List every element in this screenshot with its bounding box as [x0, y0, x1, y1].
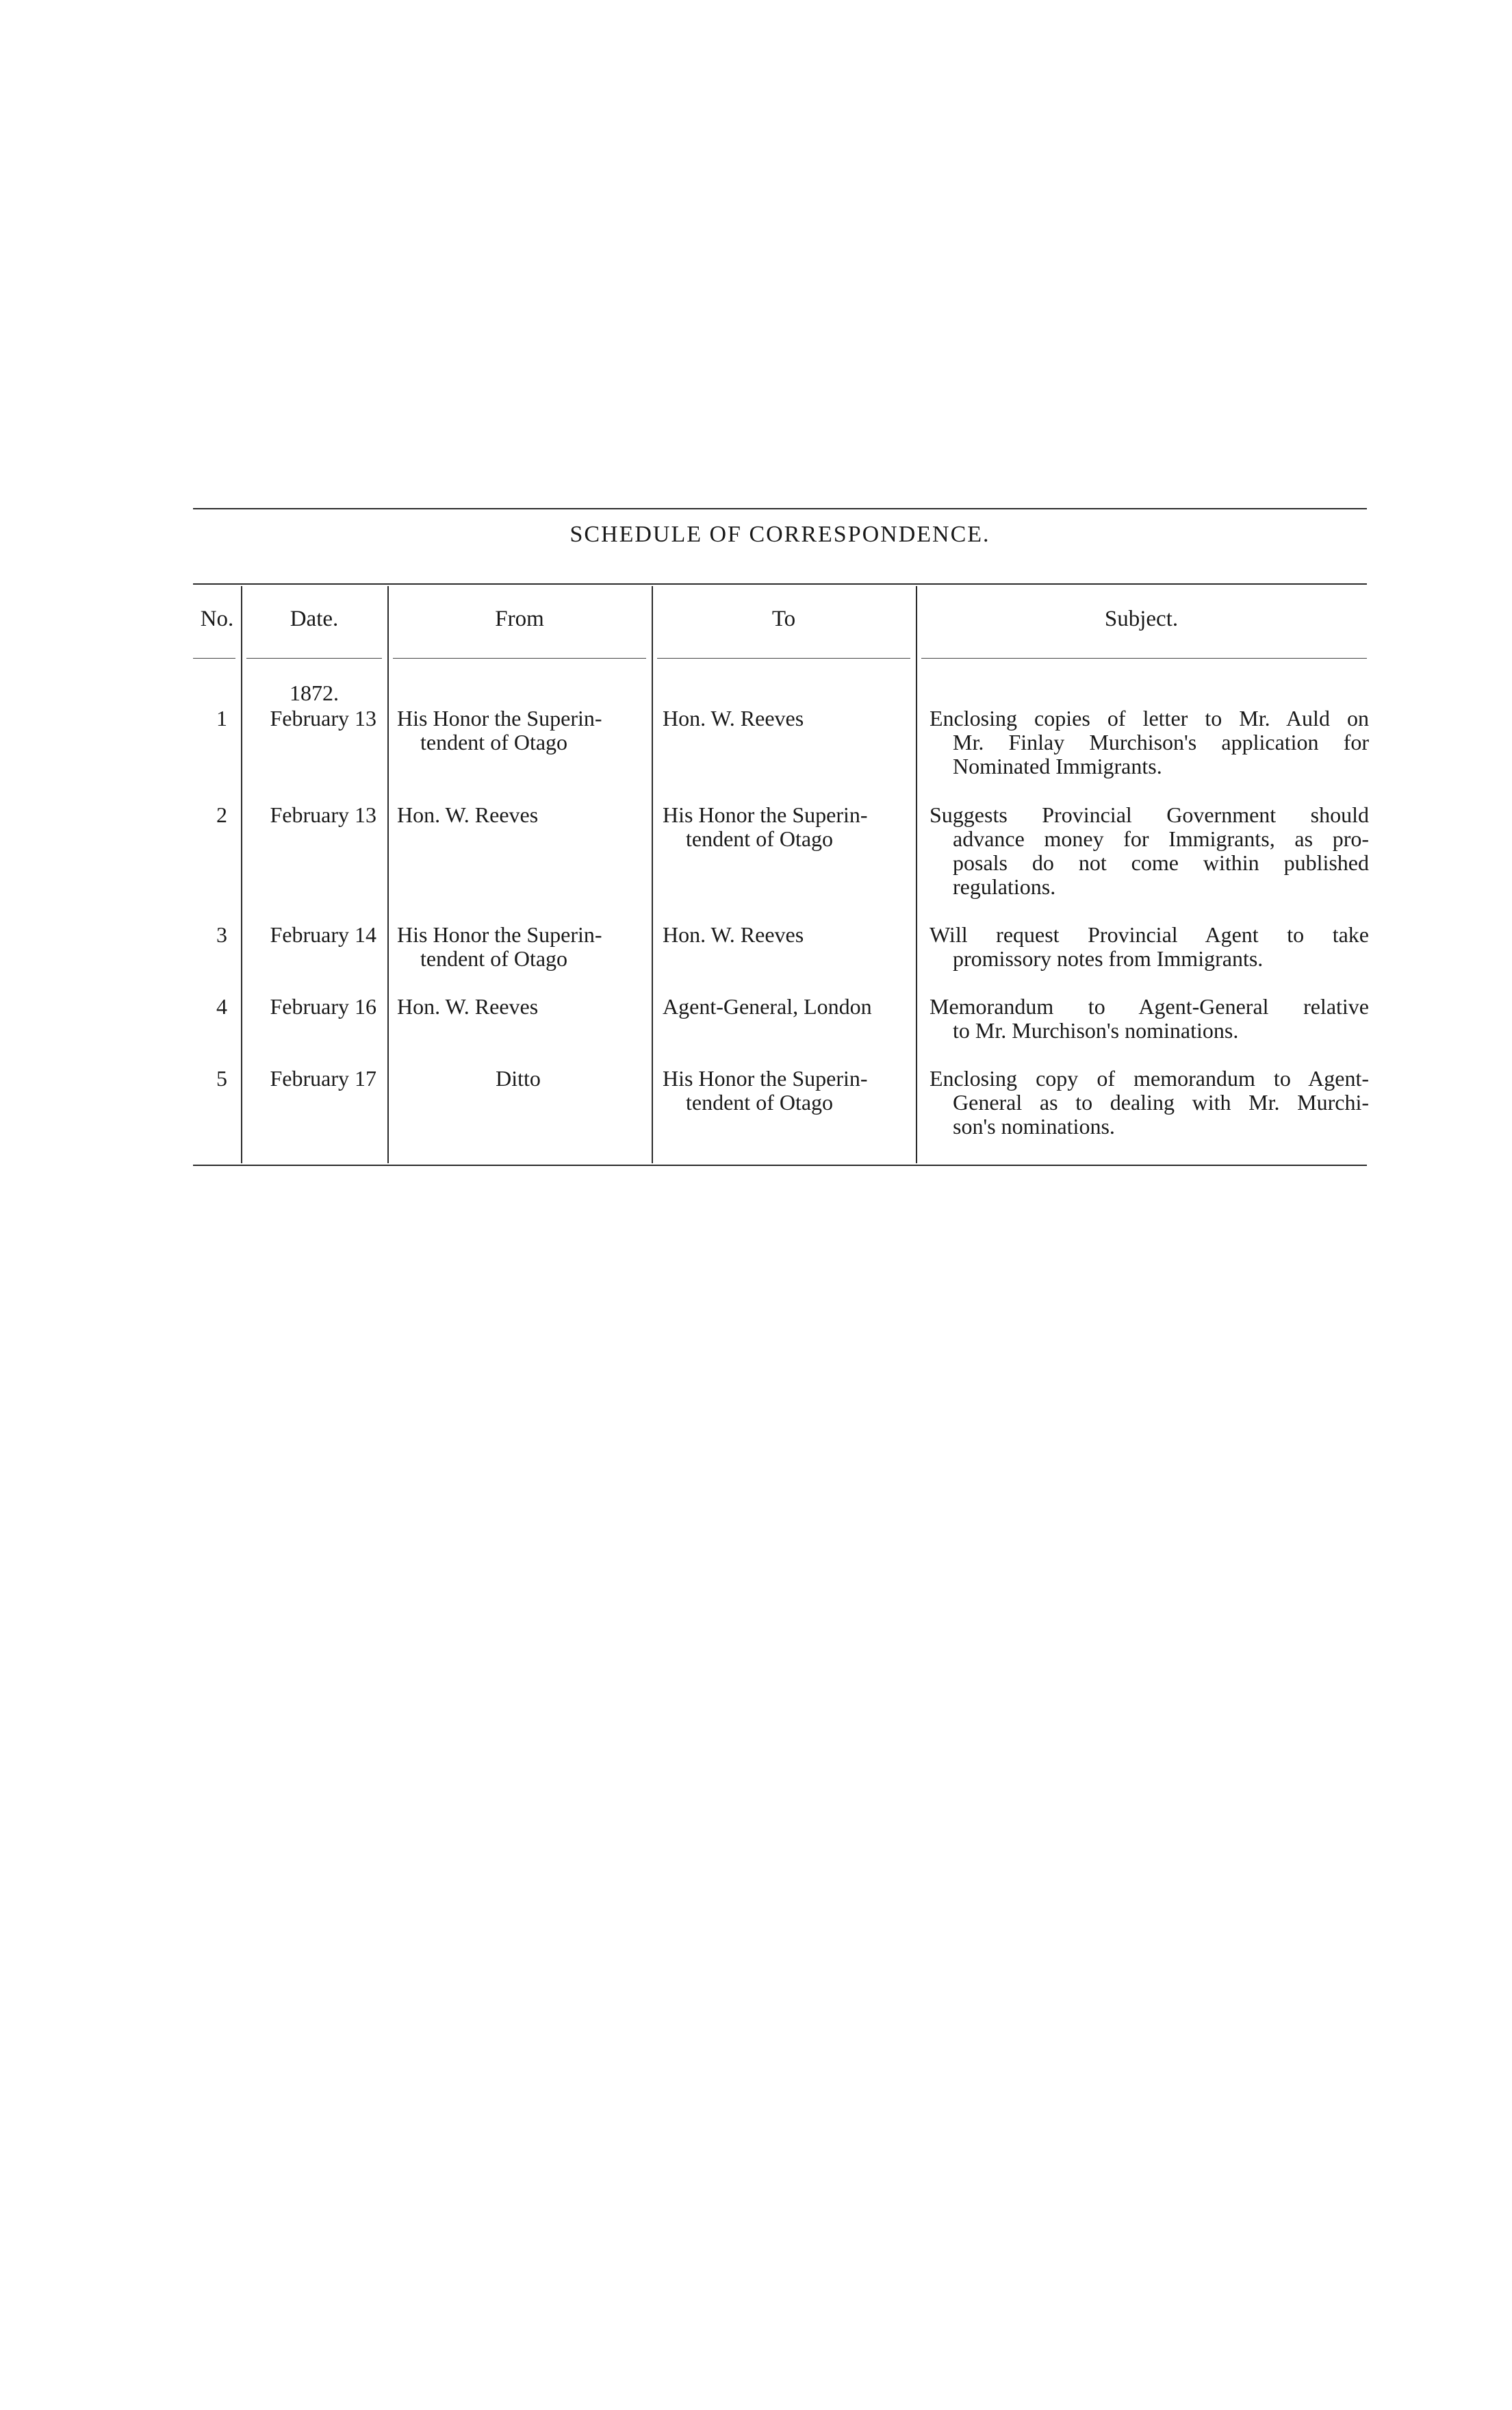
row-1-no: 1 — [216, 706, 227, 731]
header-underline — [393, 658, 646, 659]
bottom-rule — [193, 1165, 1367, 1166]
row-4-no: 4 — [216, 994, 227, 1019]
row-1-date: February 13 — [270, 706, 376, 731]
row-3-subject: Will request Provincial Agent to take promissory notes from Immigrants. — [930, 922, 1369, 971]
row-2-date: February 13 — [270, 802, 376, 827]
row-4-from: Hon. W. Reeves — [397, 994, 539, 1019]
row-5-subject: Enclosing copy of memorandum to Agent- General as to dealing with Mr. Murchi- son's nominations. — [930, 1066, 1369, 1139]
row-4-date: February 16 — [270, 994, 376, 1019]
row-3-to: Hon. W. Reeves — [663, 922, 804, 947]
column-divider — [241, 586, 242, 1163]
row-1-from: His Honor the Superin- tendent of Otago — [397, 706, 602, 754]
header-underline — [246, 658, 382, 659]
header-top-rule — [193, 583, 1367, 585]
column-divider — [916, 586, 917, 1163]
row-1-subject: Enclosing copies of letter to Mr. Auld on Mr. Finlay Murchison's application for Nominated Immigrants. — [930, 706, 1369, 778]
header-underline — [193, 658, 235, 659]
year-label: 1872. — [290, 681, 339, 705]
header-date: Date. — [290, 607, 339, 631]
row-2-subject: Suggests Provincial Government should advance money for Immigrants, as pro- posals do not come within published regulations. — [930, 802, 1369, 899]
row-1-to: Hon. W. Reeves — [663, 706, 804, 731]
row-5-date: February 17 — [270, 1066, 376, 1091]
top-rule — [193, 508, 1367, 509]
row-3-date: February 14 — [270, 922, 376, 947]
row-4-to: Agent-General, London — [663, 994, 872, 1019]
row-2-to: His Honor the Superin- tendent of Otago — [663, 802, 868, 851]
header-to: To — [771, 607, 796, 631]
header-no: No. — [200, 607, 234, 631]
header-from: From — [495, 607, 544, 631]
header-underline — [921, 658, 1367, 659]
row-3-from: His Honor the Superin- tendent of Otago — [397, 922, 602, 971]
row-5-no: 5 — [216, 1066, 227, 1091]
row-2-from: Hon. W. Reeves — [397, 802, 539, 827]
document-title: SCHEDULE OF CORRESPONDENCE. — [569, 522, 990, 547]
row-5-to: His Honor the Superin- tendent of Otago — [663, 1066, 868, 1115]
header-subject: Subject. — [1104, 607, 1179, 631]
column-divider — [387, 586, 389, 1163]
row-2-no: 2 — [216, 802, 227, 827]
row-3-no: 3 — [216, 922, 227, 947]
header-underline — [657, 658, 910, 659]
row-5-from: Ditto — [496, 1066, 541, 1091]
column-divider — [652, 586, 653, 1163]
row-4-subject: Memorandum to Agent-General relative to Mr. Murchison's nominations. — [930, 994, 1369, 1043]
